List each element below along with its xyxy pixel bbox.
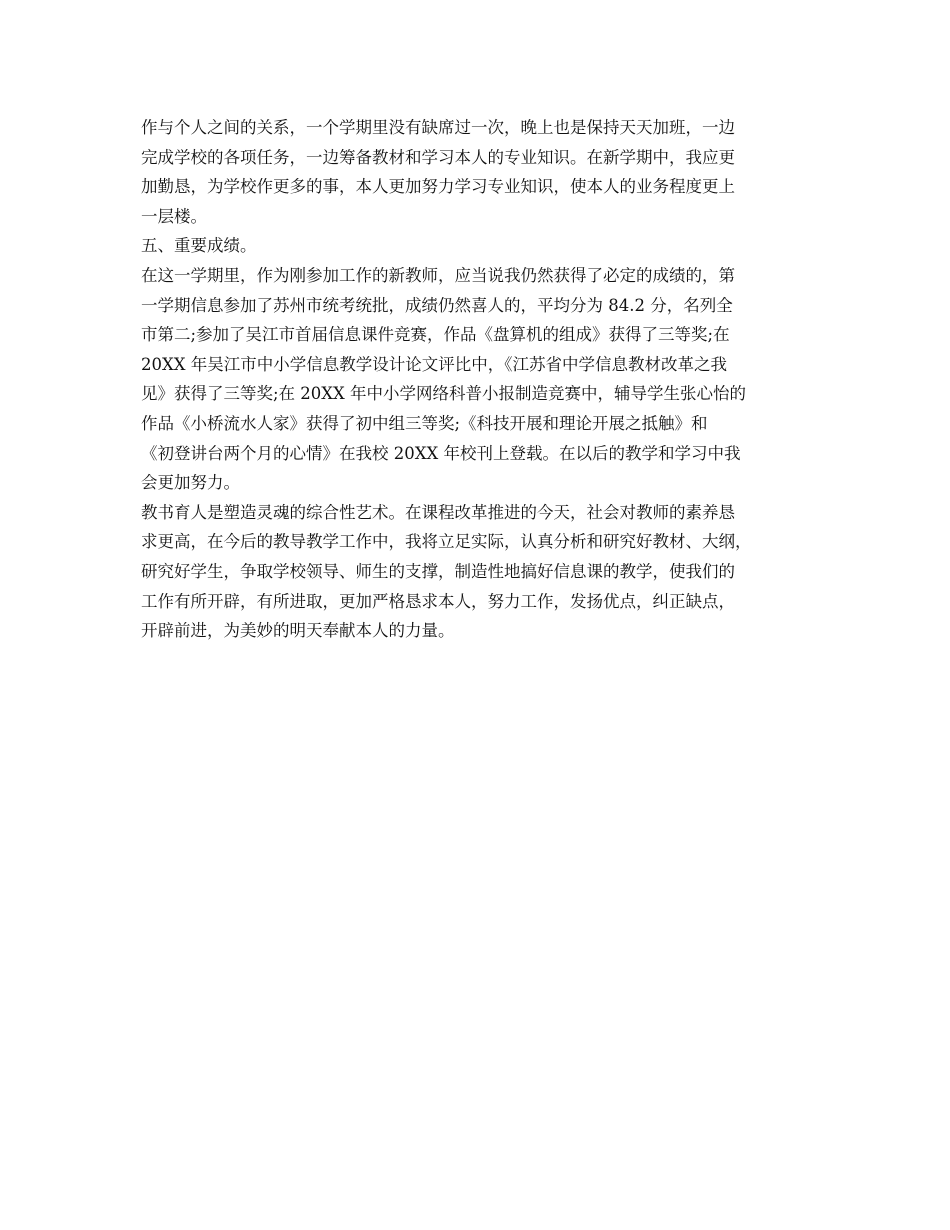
text-line: 教书育人是塑造灵魂的综合性艺术。在课程改革推进的今天，社会对教师的素养恳 — [141, 502, 735, 522]
text-line: 一学期信息参加了苏州市统考统批，成绩仍然喜人的，平均分为 84.2 分，名列全 — [141, 295, 733, 315]
text-line: 加勤恳，为学校作更多的事，本人更加努力学习专业知识，使本人的业务程度更上 — [141, 177, 735, 197]
paragraph-work-attitude — [141, 113, 821, 231]
text-line: 市第二;参加了吴江市首届信息课件竞赛，作品《盘算机的组成》获得了三等奖;在 — [141, 325, 730, 345]
paragraph-conclusion — [141, 498, 821, 646]
text-line: 会更加努力。 — [141, 473, 240, 493]
text-line: 作与个人之间的关系，一个学期里没有缺席过一次，晚上也是保持天天加班，一边 — [141, 118, 735, 137]
text-line: 完成学校的各项任务，一边筹备教材和学习本人的专业知识。在新学期中，我应更 — [141, 147, 735, 167]
document-body — [141, 113, 821, 646]
text-line: 20XX 年吴江市中小学信息教学设计论文评比中，《江苏省中学信息教材改革之我 — [141, 354, 727, 374]
text-line: 《初登讲台两个月的心情》在我校 20XX 年校刊上登载。在以后的教学和学习中我 — [141, 443, 741, 463]
text-line: 工作有所开辟，有所进取，更加严格恳求本人，努力工作，发扬优点，纠正缺点， — [141, 591, 735, 611]
text-line: 在这一学期里，作为刚参加工作的新教师，应当说我仍然获得了必定的成绩的，第 — [141, 265, 735, 285]
text-line: 开辟前进，为美妙的明天奉献本人的力量。 — [141, 621, 455, 641]
text-line: 作品《小桥流水人家》获得了初中组三等奖;《科技开展和理论开展之抵触》和 — [141, 413, 708, 433]
text-line: 见》获得了三等奖;在 20XX 年中小学网络科普小报制造竞赛中，辅导学生张心怡的 — [141, 384, 747, 404]
text-line: 一层楼。 — [141, 206, 207, 226]
text-line: 研究好学生，争取学校领导、师生的支撑，制造性地搞好信息课的教学，使我们的 — [141, 561, 735, 581]
text-line: 求更高，在今后的教导教学工作中，我将立足实际，认真分析和研究好教材、大纲， — [141, 532, 752, 552]
paragraph-achievements — [141, 261, 821, 498]
section-heading-achievements — [141, 231, 821, 261]
section-heading: 五、重要成绩。 — [141, 236, 257, 256]
